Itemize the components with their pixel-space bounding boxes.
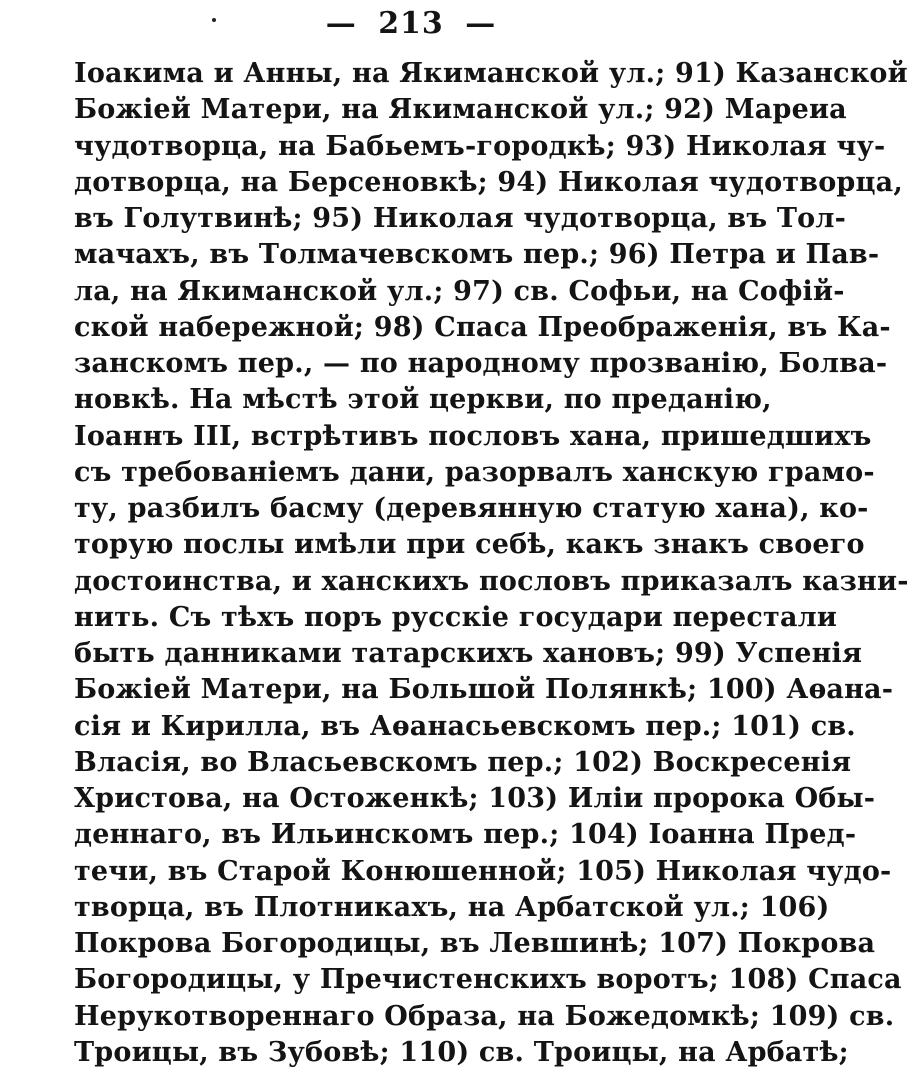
text-line: ской набережной; 98) Спаса Преображенія, въ Ка- [74,311,891,343]
text-line: течи, въ Старой Конюшенной; 105) Николая чудо- [74,855,892,887]
text-line: ту, разбилъ басму (деревянную статую хана), ко- [74,493,869,524]
text-line: творца, въ Плотникахъ, на Арбатской ул.; 106) [74,891,830,923]
body-text [74,56,909,1071]
text-line: Христова, на Остоженкѣ; 103) Иліи пророка Обы- [74,783,876,814]
header-dash-left: — [325,6,357,41]
text-line: Троицы, въ Зубовѣ; 110) св. Троицы, на Арбатѣ; [74,1036,849,1068]
text-line: деннаго, въ Ильинскомъ пер.; 104) Іоанна Пред- [74,819,857,851]
text-line: занскомъ пер., — по народному прозванію, Болва- [74,348,888,379]
text-line: Іоакима и Анны, на Якиманской ул.; 91) Казанской [74,58,908,89]
text-line: Божіей Матери, на Якиманской ул.; 92) Мареиа [74,94,847,126]
text-line: мачахъ, въ Толмачевскомъ пер.; 96) Петра и Пав- [74,239,880,271]
text-line: чудотворца, на Бабьемъ-городкѣ; 93) Николая чу- [74,130,886,162]
text-line: Власія, во Власьевскомъ пер.; 102) Воскресенія [74,746,852,778]
text-line: Божіей Матери, на Большой Полянкѣ; 100) Аѳана- [74,674,894,706]
text-line: новкѣ. На мѣстѣ этой церкви, по преданію, [74,384,772,416]
text-line: Покрова Богородицы, въ Левшинѣ; 107) Покрова [74,928,876,959]
text-line: быть данниками татарскихъ хановъ; 99) Успенія [74,638,863,669]
text-line: съ требованіемъ дани, разорвалъ ханскую грамо- [74,456,875,488]
text-line: ла, на Якиманской ул.; 97) св. Софьи, на Софій- [74,275,845,307]
text-line: торую послы имѣли при себѣ, какъ знакъ своего [74,529,865,561]
text-line: дотворца, на Берсеновкѣ; 94) Николая чудотворца, [74,166,903,198]
page-header [0,6,822,41]
text-line: Нерукотвореннаго Образа, на Божедомкѣ; 109) св. [74,1000,895,1032]
text-line: Богородицы, у Пречистенскихъ воротъ; 108) Спаса [74,964,902,996]
text-line: сія и Кирилла, въ Аѳанасьевскомъ пер.; 101) св. [74,710,856,742]
text-line: въ Голутвинѣ; 95) Николая чудотворца, въ Тол- [74,203,847,234]
text-line: нить. Съ тѣхъ поръ русскіе государи перестали [74,601,838,633]
page-number: 213 [378,6,444,41]
text-line: Іоаннъ III, встрѣтивъ пословъ хана, пришедшихъ [74,420,872,452]
text-line: достоинства, и ханскихъ пословъ приказалъ казни- [74,565,909,597]
header-dash-right: — [465,6,497,41]
